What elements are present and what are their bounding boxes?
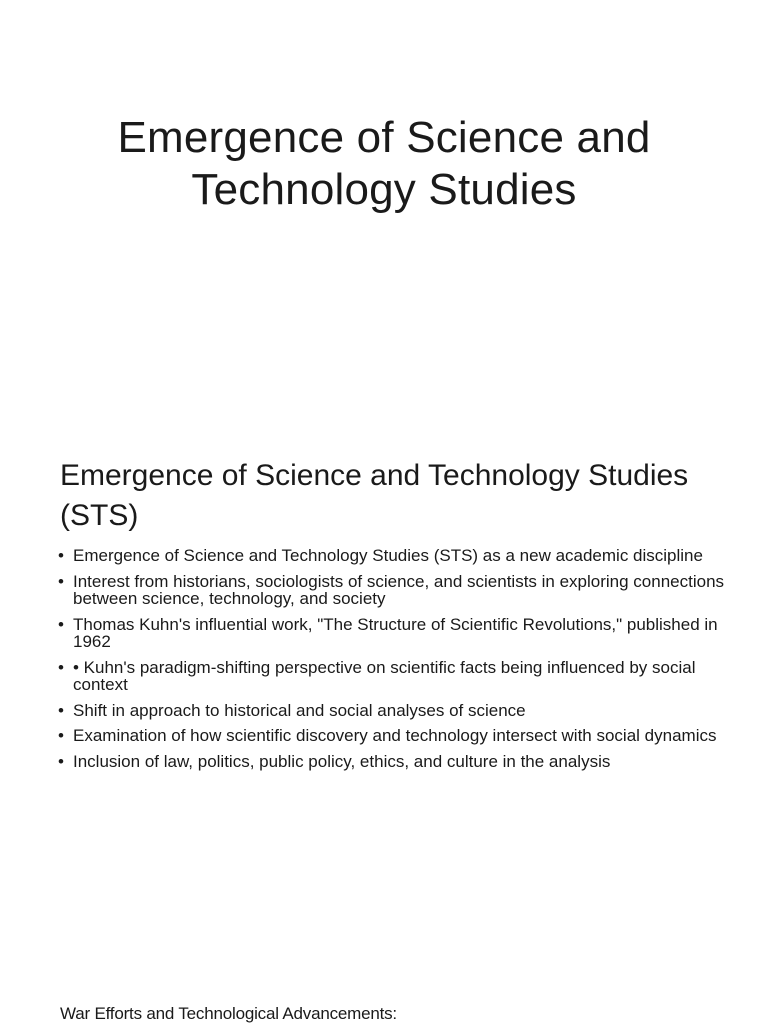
main-title (40, 112, 728, 216)
bullet-item (58, 659, 728, 694)
bullet-dot: • (58, 546, 64, 565)
bullet-dot: • (58, 614, 64, 634)
bullet-item (58, 727, 728, 745)
bullet-text: Interest from historians, sociologists of science, and scientists in exploring connections between science, technology, and society (73, 571, 725, 608)
bullet-text: Examination of how scientific discovery and technology intersect with social dynamics (73, 726, 717, 745)
bullet-dot: • (58, 751, 64, 771)
next-slide-heading: War Efforts and Technological Advancements: (60, 1004, 397, 1023)
bullet-dot: • (58, 726, 64, 745)
main-title-line-1: Emergence of Science and (117, 113, 651, 162)
bullet-item (58, 753, 728, 771)
content-heading: Emergence of Science and Technology Studies (STS) (60, 459, 689, 532)
bullet-text: • Kuhn's paradigm-shifting perspective on scientific facts being influenced by social context (73, 657, 696, 694)
bullet-text: Shift in approach to historical and social analyses of science (73, 700, 526, 720)
bullet-item (58, 616, 728, 651)
bullet-text: Emergence of Science and Technology Studies (STS) as a new academic discipline (73, 546, 703, 565)
bullet-item (58, 573, 728, 608)
bullet-dot: • (58, 700, 64, 720)
bullet-text: Thomas Kuhn's influential work, "The Structure of Scientific Revolutions," published in 1962 (73, 614, 718, 651)
bullet-item (58, 702, 728, 720)
bullet-list (58, 547, 728, 778)
content-slide (0, 430, 768, 990)
bullet-item (58, 547, 728, 565)
bullet-dot: • (58, 571, 64, 591)
title-slide (0, 0, 768, 430)
bullet-text: Inclusion of law, politics, public policy, ethics, and culture in the analysis (73, 751, 611, 771)
bullet-dot: • (58, 657, 64, 677)
main-title-line-2: Technology Studies (191, 165, 577, 214)
